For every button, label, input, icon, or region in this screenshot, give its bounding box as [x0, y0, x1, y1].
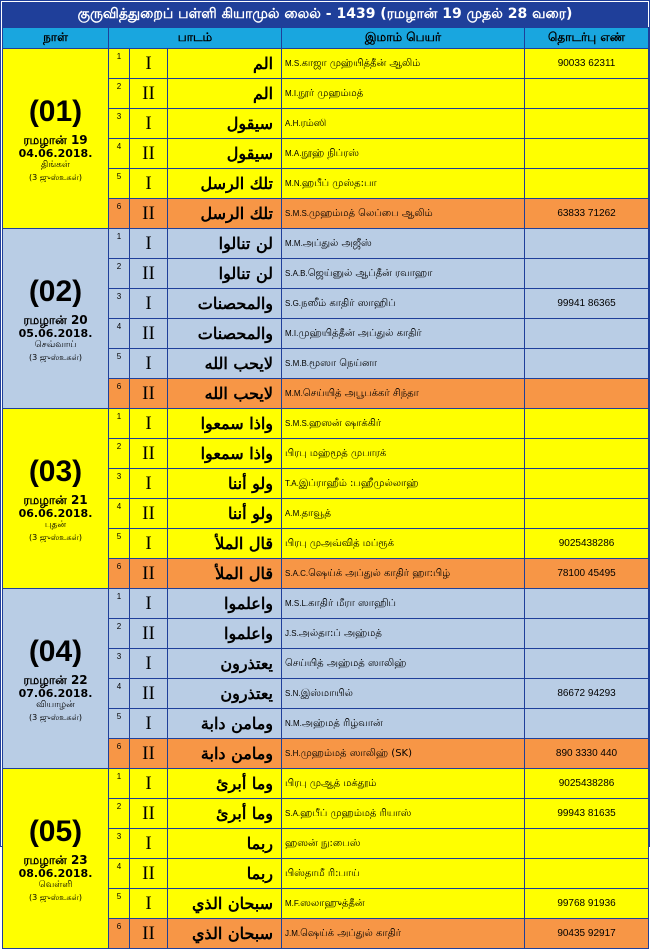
imam-fullname: இப்ராஹீம் :பஹீமுல்லாஹ்: [298, 477, 419, 489]
contact-number: [525, 469, 649, 499]
row-number: 1: [109, 409, 130, 439]
header-day: நாள்: [3, 28, 109, 49]
row-number: 6: [109, 559, 130, 589]
surah-name: سيقول: [168, 139, 282, 169]
contact-number: [525, 409, 649, 439]
day-cell: [3, 229, 109, 409]
imam-fullname: பிஸ்தாமீ ரி:பாய்: [285, 867, 360, 879]
table-row: [3, 409, 649, 439]
rakah-numeral: II: [130, 919, 168, 949]
row-number: 3: [109, 829, 130, 859]
row-number: 3: [109, 469, 130, 499]
imam-initials: S.M.S.: [285, 208, 310, 218]
imam-name: [282, 859, 525, 889]
contact-number: [525, 229, 649, 259]
contact-number: 9025438286: [525, 529, 649, 559]
contact-number: [525, 859, 649, 889]
contact-number: [525, 619, 649, 649]
imam-initials: S.H.: [285, 748, 301, 758]
row-number: 2: [109, 619, 130, 649]
imam-fullname: பிரபு முஆத் மக்தூம்: [285, 777, 377, 789]
day-cell: [3, 409, 109, 589]
contact-number: 90033 62311: [525, 49, 649, 79]
weekday: வியாழன்: [36, 700, 75, 711]
rakah-numeral: I: [130, 349, 168, 379]
row-number: 1: [109, 589, 130, 619]
surah-name: الم: [168, 49, 282, 79]
header-imam: இமாம் பெயர்: [282, 28, 525, 49]
rakah-numeral: II: [130, 259, 168, 289]
imam-initials: M.F.: [285, 898, 301, 908]
surah-name: وما أبرئ: [168, 769, 282, 799]
surah-name: قال الملأ: [168, 559, 282, 589]
imam-name: [282, 559, 525, 589]
imam-initials: S.N.: [285, 688, 301, 698]
imam-fullname: ஷெய்க் அப்துல் காதிர்: [300, 927, 401, 939]
contact-number: 86672 94293: [525, 679, 649, 709]
header-lesson: பாடம்: [109, 28, 282, 49]
rakah-numeral: II: [130, 139, 168, 169]
surah-name: واذا سمعوا: [168, 409, 282, 439]
surah-name: والمحصنات: [168, 319, 282, 349]
rakah-numeral: I: [130, 829, 168, 859]
contact-number: [525, 349, 649, 379]
rakah-numeral: I: [130, 229, 168, 259]
imam-name: [282, 199, 525, 229]
ramadan-day: ரமழான் 23: [23, 852, 88, 867]
surah-name: سبحان الذي: [168, 919, 282, 949]
surah-name: سبحان الذي: [168, 889, 282, 919]
contact-number: [525, 649, 649, 679]
row-number: 4: [109, 679, 130, 709]
imam-name: [282, 169, 525, 199]
rakah-numeral: II: [130, 199, 168, 229]
schedule-table: [2, 27, 649, 949]
imam-name: [282, 709, 525, 739]
imam-fullname: ஹபீப் முஹம்மத் ரியாஸ்: [300, 807, 412, 819]
surah-name: يعتذرون: [168, 649, 282, 679]
imam-fullname: ஸலாஹுத்தீன்: [300, 897, 365, 909]
imam-fullname: அப்துல் அஜீஸ்: [302, 237, 372, 249]
surah-name: تلك الرسل: [168, 199, 282, 229]
rakah-numeral: II: [130, 799, 168, 829]
row-number: 3: [109, 289, 130, 319]
rakah-numeral: I: [130, 409, 168, 439]
contact-number: [525, 709, 649, 739]
day-date: 04.06.2018.: [18, 146, 93, 160]
imam-name: [282, 469, 525, 499]
row-number: 1: [109, 229, 130, 259]
rakah-numeral: II: [130, 379, 168, 409]
imam-fullname: தாவூத்: [301, 507, 331, 519]
imam-name: [282, 679, 525, 709]
surah-name: يعتذرون: [168, 679, 282, 709]
imam-name: [282, 259, 525, 289]
rakah-numeral: I: [130, 649, 168, 679]
imam-initials: A.H.: [285, 118, 301, 128]
day-date: 08.06.2018.: [18, 866, 93, 880]
imam-name: [282, 379, 525, 409]
surah-name: ربما: [168, 829, 282, 859]
surah-name: ومامن دابة: [168, 739, 282, 769]
imam-name: [282, 889, 525, 919]
day-number: (03): [28, 455, 83, 489]
imam-name: [282, 799, 525, 829]
contact-number: 99943 81635: [525, 799, 649, 829]
rakah-numeral: I: [130, 169, 168, 199]
row-number: 5: [109, 529, 130, 559]
page-title: குருவித்துறைப் பள்ளி கியாமுல் லைல் - 1439 (ரமழான் 19 முதல் 28 வரை): [2, 2, 648, 27]
imam-fullname: ஜெய்னுல் ஆப்தீன் ரவாஹா: [307, 267, 433, 279]
day-date: 06.06.2018.: [18, 506, 93, 520]
contact-number: [525, 439, 649, 469]
rakah-numeral: II: [130, 499, 168, 529]
imam-name: [282, 649, 525, 679]
imam-fullname: ஹஸன் ஷாக்கிர்: [309, 417, 382, 429]
contact-number: 78100 45495: [525, 559, 649, 589]
imam-fullname: ரம்ஸி: [300, 117, 327, 129]
rakah-numeral: I: [130, 589, 168, 619]
imam-initials: M.N.: [285, 178, 302, 188]
row-number: 5: [109, 169, 130, 199]
imam-initials: M.S.: [285, 58, 302, 68]
imam-name: [282, 739, 525, 769]
imam-initials: T.A.: [285, 478, 299, 488]
imam-initials: S.A.B.: [285, 268, 308, 278]
row-number: 1: [109, 49, 130, 79]
table-row: [3, 589, 649, 619]
imam-initials: S.A.C.: [285, 568, 309, 578]
rakah-numeral: II: [130, 739, 168, 769]
day-cell: [3, 589, 109, 769]
ramadan-day: ரமழான் 21: [23, 492, 88, 507]
imam-initials: N.M.: [285, 718, 302, 728]
imam-initials: M.M.: [285, 388, 303, 398]
surah-name: وما أبرئ: [168, 799, 282, 829]
imam-fullname: மூஸா நெய்னா: [309, 357, 377, 369]
row-number: 6: [109, 739, 130, 769]
weekday: செவ்வாய்: [34, 340, 77, 351]
imam-fullname: ஹஸன் நு:பைஸ்: [285, 837, 361, 849]
contact-number: 90435 92917: [525, 919, 649, 949]
imam-name: [282, 319, 525, 349]
rakah-numeral: I: [130, 109, 168, 139]
row-number: 4: [109, 319, 130, 349]
day-number: (04): [28, 635, 83, 669]
contact-number: 63833 71262: [525, 199, 649, 229]
rakah-numeral: II: [130, 79, 168, 109]
imam-fullname: ஹபீப் முஸ்த:பா: [301, 177, 377, 189]
contact-number: [525, 169, 649, 199]
imam-initials: S.G.: [285, 298, 302, 308]
table-row: [3, 229, 649, 259]
imam-name: [282, 109, 525, 139]
table-row: [3, 769, 649, 799]
imam-name: [282, 499, 525, 529]
surah-name: تلك الرسل: [168, 169, 282, 199]
contact-number: 9025438286: [525, 769, 649, 799]
imam-name: [282, 289, 525, 319]
contact-number: [525, 589, 649, 619]
surah-name: والمحصنات: [168, 289, 282, 319]
contact-number: [525, 319, 649, 349]
surah-name: ولو أننا: [168, 499, 282, 529]
contact-number: [525, 499, 649, 529]
ramadan-day: ரமழான் 19: [23, 132, 88, 147]
row-number: 3: [109, 649, 130, 679]
row-number: 5: [109, 889, 130, 919]
imam-fullname: நூர் முஹம்மத்: [298, 87, 364, 99]
row-number: 4: [109, 499, 130, 529]
rakah-numeral: I: [130, 49, 168, 79]
contact-number: [525, 259, 649, 289]
imam-fullname: பிரபு முஅவ்வித் மப்ரூக்: [285, 537, 395, 549]
imam-name: [282, 829, 525, 859]
imam-name: [282, 529, 525, 559]
surah-name: لايحب الله: [168, 379, 282, 409]
row-number: 6: [109, 379, 130, 409]
row-number: 6: [109, 919, 130, 949]
rakah-numeral: II: [130, 559, 168, 589]
contact-number: [525, 79, 649, 109]
imam-name: [282, 769, 525, 799]
row-number: 2: [109, 799, 130, 829]
weekday: புதன்: [44, 520, 67, 531]
surah-name: قال الملأ: [168, 529, 282, 559]
rakah-numeral: II: [130, 319, 168, 349]
imam-name: [282, 919, 525, 949]
rakah-numeral: I: [130, 469, 168, 499]
imam-name: [282, 409, 525, 439]
schedule-body: [3, 49, 649, 949]
ramadan-day: ரமழான் 22: [23, 672, 88, 687]
imam-fullname: முஹ்யித்தீன் அப்துல் காதிர்: [298, 327, 422, 339]
imam-name: [282, 619, 525, 649]
surah-name: لن تنالوا: [168, 259, 282, 289]
juz-count: (3 ஜுஸ்உகள்): [29, 352, 82, 362]
juz-count: (3 ஜுஸ்உகள்): [29, 712, 82, 722]
juz-count: (3 ஜுஸ்உகள்): [29, 532, 82, 542]
row-number: 5: [109, 349, 130, 379]
row-number: 4: [109, 859, 130, 889]
imam-fullname: அஹ்மத் ரிழ்வான்: [301, 717, 383, 729]
day-date: 07.06.2018.: [18, 686, 93, 700]
day-number: (01): [28, 95, 83, 129]
row-number: 2: [109, 79, 130, 109]
rakah-numeral: I: [130, 769, 168, 799]
imam-initials: S.M.S.: [285, 418, 310, 428]
imam-name: [282, 229, 525, 259]
surah-name: لن تنالوا: [168, 229, 282, 259]
day-cell: [3, 769, 109, 949]
rakah-numeral: I: [130, 289, 168, 319]
imam-name: [282, 139, 525, 169]
imam-fullname: செய்யித் அஹ்மத் ஸாலிஹ்: [285, 657, 407, 669]
rakah-numeral: II: [130, 859, 168, 889]
imam-fullname: நஸீம் காதிர் ஸாஹிப்: [301, 297, 396, 309]
imam-name: [282, 439, 525, 469]
rakah-numeral: I: [130, 709, 168, 739]
row-number: 1: [109, 769, 130, 799]
rakah-numeral: II: [130, 619, 168, 649]
rakah-numeral: II: [130, 679, 168, 709]
juz-count: (3 ஜுஸ்உகள்): [29, 892, 82, 902]
surah-name: سيقول: [168, 109, 282, 139]
ramadan-day: ரமழான் 20: [23, 312, 88, 327]
row-number: 2: [109, 259, 130, 289]
imam-fullname: காதிர் மீரா ஸாஹிப்: [308, 597, 396, 609]
imam-fullname: முஹம்மத் லெப்பை ஆலிம்: [309, 207, 433, 219]
contact-number: [525, 379, 649, 409]
imam-initials: M.A.: [285, 148, 302, 158]
row-number: 5: [109, 709, 130, 739]
imam-name: [282, 49, 525, 79]
surah-name: واعلموا: [168, 589, 282, 619]
imam-initials: J.M.: [285, 928, 301, 938]
surah-name: الم: [168, 79, 282, 109]
imam-fullname: இஸ்மாயில்: [300, 687, 353, 699]
imam-name: [282, 589, 525, 619]
imam-fullname: ஷெய்க் அப்துல் காதிர் ஹா:பிழ்: [308, 567, 451, 579]
contact-number: [525, 829, 649, 859]
rakah-numeral: I: [130, 529, 168, 559]
surah-name: واعلموا: [168, 619, 282, 649]
imam-initials: M.I.: [285, 88, 299, 98]
surah-name: واذا سمعوا: [168, 439, 282, 469]
contact-number: [525, 109, 649, 139]
surah-name: ربما: [168, 859, 282, 889]
juz-count: (3 ஜுஸ்உகள்): [29, 172, 82, 182]
surah-name: لايحب الله: [168, 349, 282, 379]
header-row: [3, 28, 649, 49]
imam-initials: S.M.B.: [285, 358, 310, 368]
imam-name: [282, 79, 525, 109]
surah-name: ولو أننا: [168, 469, 282, 499]
header-contact: தொடர்பு எண்: [525, 28, 649, 49]
weekday: வெள்ளி: [38, 880, 73, 891]
day-number: (02): [28, 275, 83, 309]
row-number: 6: [109, 199, 130, 229]
imam-initials: M.M.: [285, 238, 303, 248]
imam-initials: M.S.L.: [285, 598, 309, 608]
imam-initials: J.S.: [285, 628, 299, 638]
table-row: [3, 49, 649, 79]
imam-fullname: காஜா முஹ்யித்தீன் ஆலிம்: [301, 57, 421, 69]
imam-initials: A.M.: [285, 508, 302, 518]
row-number: 3: [109, 109, 130, 139]
row-number: 4: [109, 139, 130, 169]
imam-fullname: அல்தா:ப் அஹ்மத்: [298, 627, 382, 639]
weekday: திங்கள்: [40, 160, 71, 171]
rakah-numeral: II: [130, 439, 168, 469]
day-date: 05.06.2018.: [18, 326, 93, 340]
day-number: (05): [28, 815, 83, 849]
row-number: 2: [109, 439, 130, 469]
contact-number: 99941 86365: [525, 289, 649, 319]
rakah-numeral: I: [130, 889, 168, 919]
contact-number: [525, 139, 649, 169]
imam-name: [282, 349, 525, 379]
imam-initials: S.A.: [285, 808, 301, 818]
surah-name: ومامن دابة: [168, 709, 282, 739]
imam-fullname: பிரபு மஹ்மூத் முபாரக்: [285, 447, 387, 459]
day-cell: [3, 49, 109, 229]
contact-number: 890 3330 440: [525, 739, 649, 769]
imam-fullname: முஹம்மத் ஸாலிஹ் (SK): [300, 747, 413, 759]
imam-fullname: நூஹ் நிப்ரஸ்: [301, 147, 360, 159]
imam-initials: M.I.: [285, 328, 299, 338]
imam-fullname: செய்யித் அபூபக்கர் சிந்தா: [302, 387, 419, 399]
contact-number: 99768 91936: [525, 889, 649, 919]
